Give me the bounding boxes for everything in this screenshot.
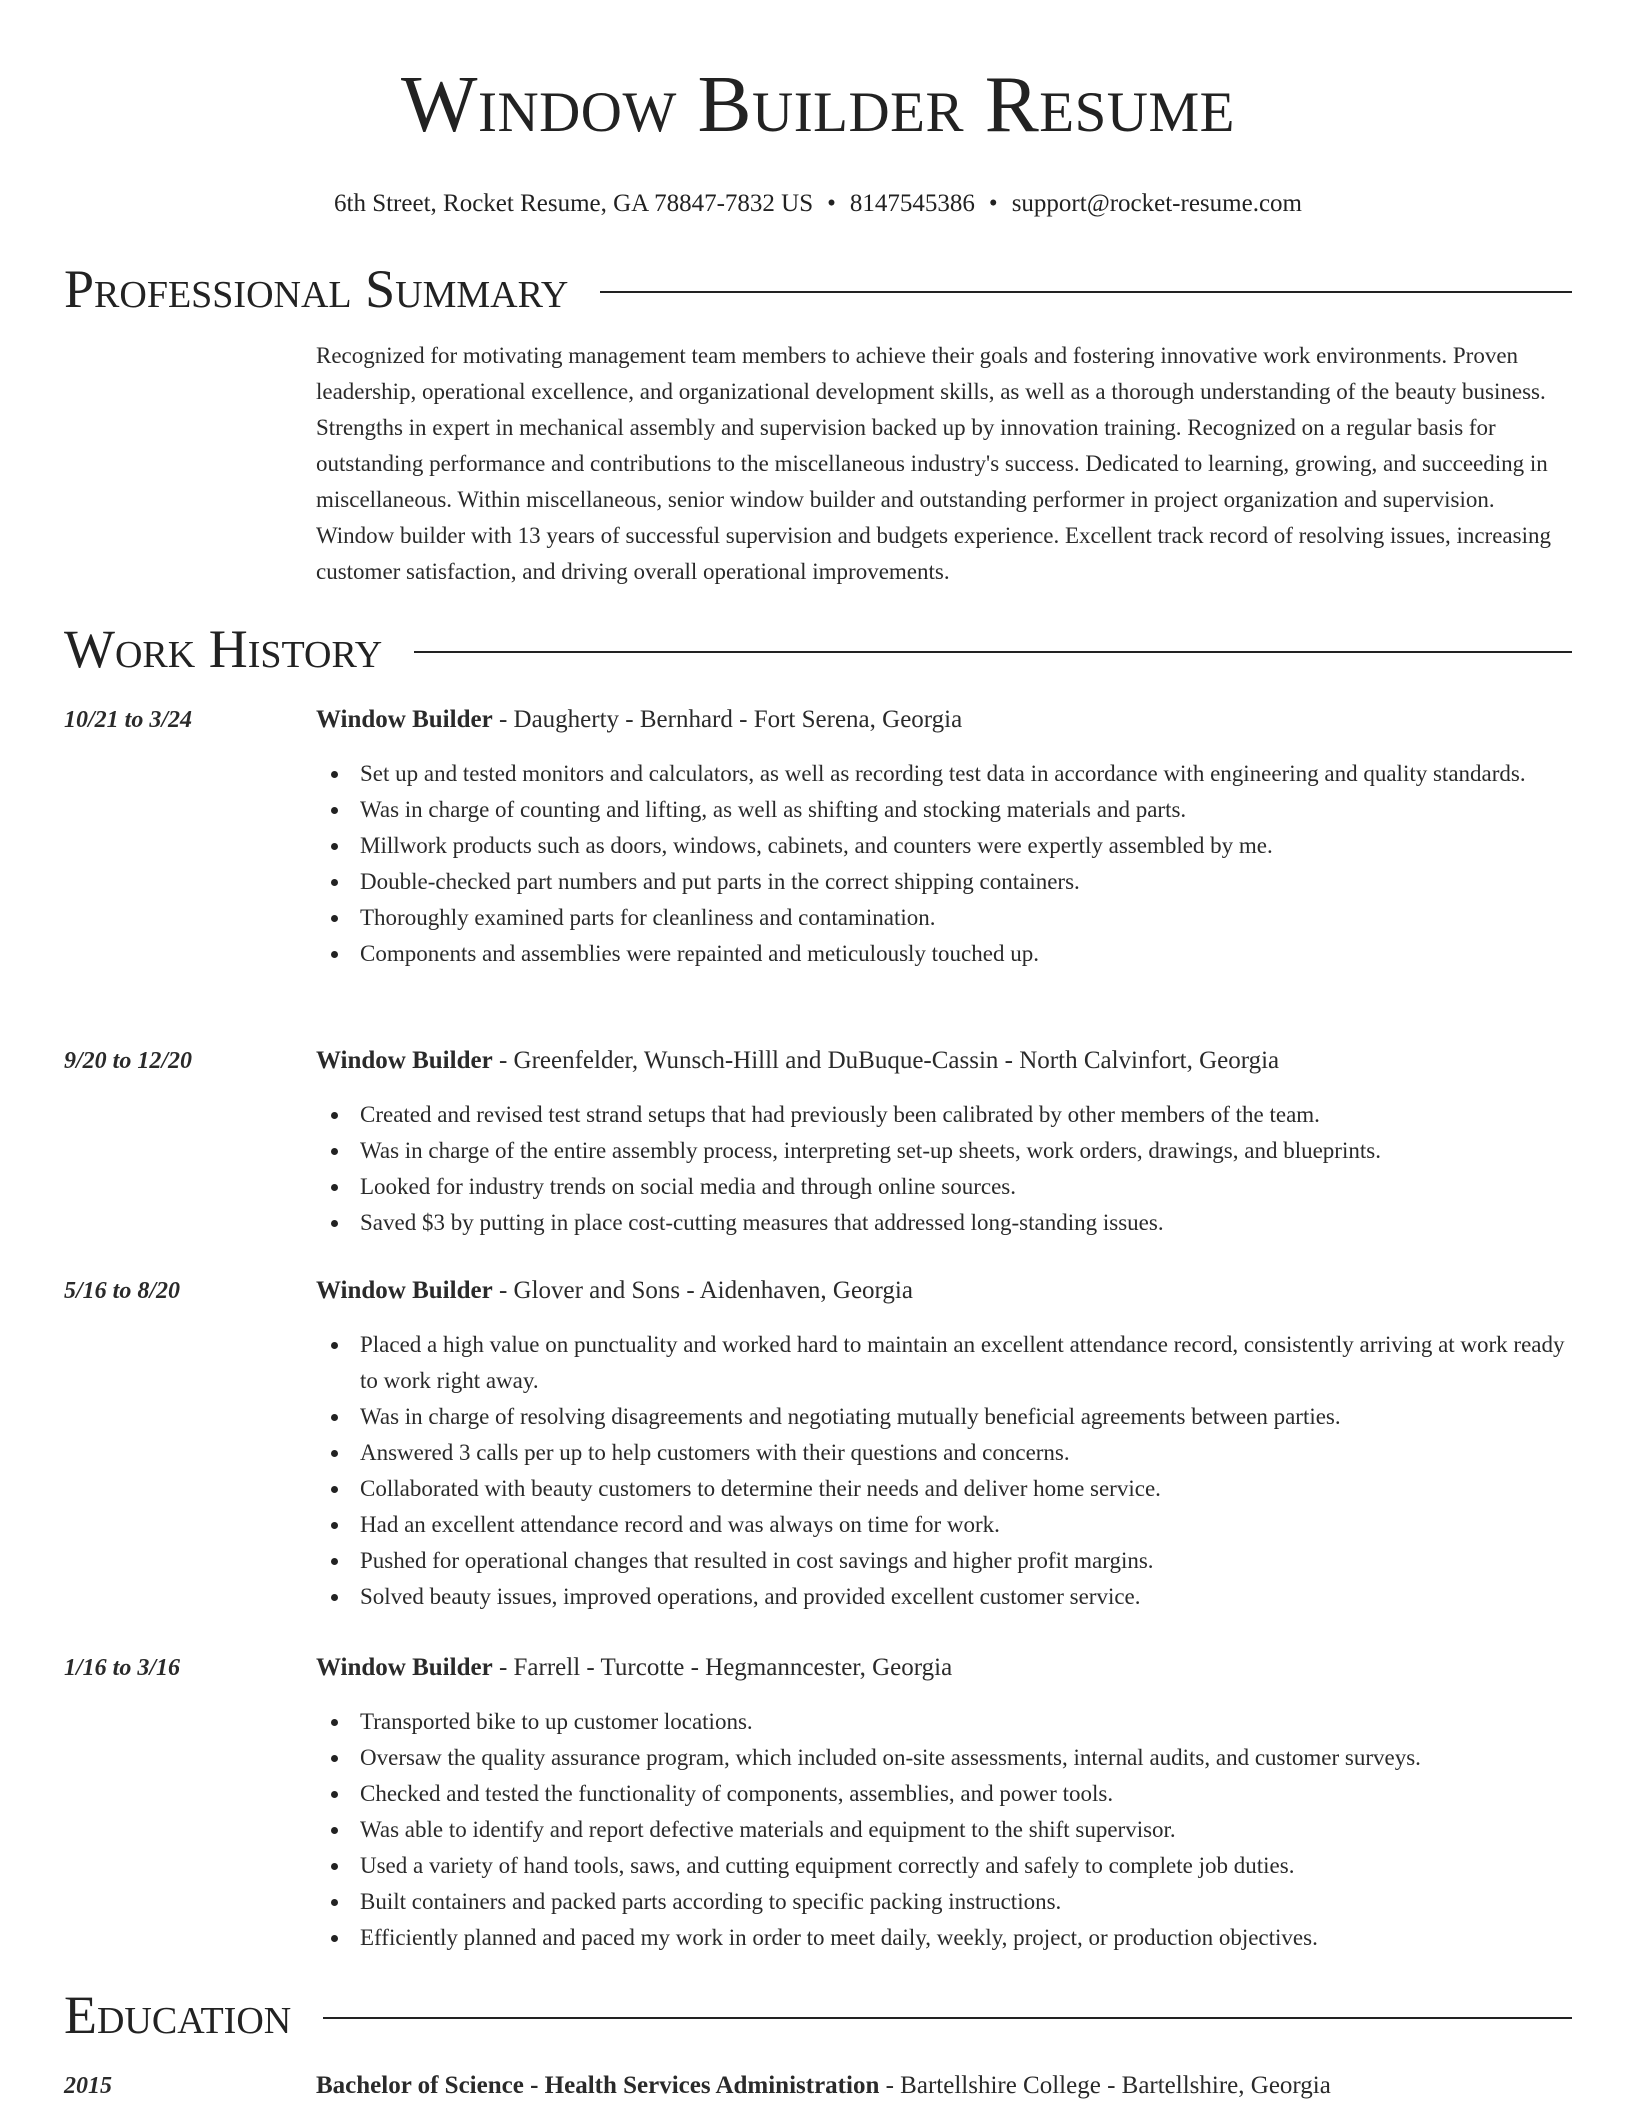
- job-bullet: Created and revised test strand setups that had previously been calibrated by other members of the team.: [360, 1097, 1572, 1133]
- education-school-location: - Bartellshire College - Bartellshire, Georgia: [879, 2072, 1331, 2099]
- job-bullets: [316, 1327, 1572, 1615]
- contact-phone[interactable]: 8147545386: [849, 190, 975, 217]
- job-bullet: Looked for industry trends on social media and through online sources.: [360, 1169, 1572, 1205]
- job-bullet: Solved beauty issues, improved operations, and provided excellent customer service.: [360, 1579, 1572, 1615]
- job-bullet: Checked and tested the functionality of components, assemblies, and power tools.: [360, 1776, 1572, 1812]
- education-year: 2015: [64, 2073, 112, 2099]
- job-entry: [64, 1275, 1572, 1615]
- job-heading: [316, 1045, 1572, 1077]
- summary-text: Recognized for motivating management team members to achieve their goals and fostering innovative work environments. Proven leadership, operational excellence, and organizational development skills, as well as a thorough understanding of the beauty business. Strengths in expert in mechanical assembly and supervision backed up by innovation training. Recognized on a regular basis for outstanding performance and contributions to the miscellaneous industry's success. Dedicated to learning, growing, and succeeding in miscellaneous. Within miscellaneous, senior window builder and outstanding performer in project organization and supervision. Window builder with 13 years of successful supervision and budgets experience. Excellent track record of resolving issues, increasing customer satisfaction, and driving overall operational improvements.: [316, 343, 1551, 584]
- work-section-header: [64, 619, 1572, 679]
- job-bullets: [316, 1097, 1572, 1241]
- job-bullet: Was able to identify and report defective materials and equipment to the shift supervisor.: [360, 1812, 1572, 1848]
- job-title: Window Builder: [316, 1277, 493, 1304]
- job-title: Window Builder: [316, 1047, 493, 1074]
- summary-section-header: [64, 259, 1572, 319]
- job-dates: 1/16 to 3/16: [64, 1655, 181, 1681]
- job-bullet: Set up and tested monitors and calculators, as well as recording test data in accordance with engineering and quality standards.: [360, 756, 1572, 792]
- job-bullet: Transported bike to up customer locations.: [360, 1704, 1572, 1740]
- contact-email[interactable]: support@rocket-resume.com: [1011, 190, 1302, 217]
- contact-separator: •: [988, 190, 998, 217]
- job-employer-location: - Daugherty - Bernhard - Fort Serena, Georgia: [492, 706, 963, 733]
- job-dates: 10/21 to 3/24: [64, 707, 193, 733]
- contact-address: 6th Street, Rocket Resume, GA 78847-7832 US: [334, 190, 814, 217]
- job-bullet: Was in charge of counting and lifting, as well as shifting and stocking materials and parts.: [360, 792, 1572, 828]
- job-employer-location: - Glover and Sons - Aidenhaven, Georgia: [492, 1277, 913, 1304]
- job-employer-location: - Farrell - Turcotte - Hegmanncester, Georgia: [492, 1654, 953, 1681]
- job-bullet: Used a variety of hand tools, saws, and cutting equipment correctly and safely to complete job duties.: [360, 1848, 1572, 1884]
- job-bullet: Saved $3 by putting in place cost-cutting measures that addressed long-standing issues.: [360, 1205, 1572, 1241]
- job-dates: 5/16 to 8/20: [64, 1278, 181, 1304]
- job-heading: [316, 1652, 1572, 1684]
- job-heading: [316, 704, 1572, 736]
- section-title-summary: Professional Summary: [64, 259, 569, 319]
- job-bullet: Components and assemblies were repainted and meticulously touched up.: [360, 936, 1572, 972]
- job-dates: 9/20 to 12/20: [64, 1048, 193, 1074]
- section-divider: [323, 2017, 1572, 2019]
- section-title-work-history: Work History: [64, 619, 383, 679]
- section-title-education: Education: [64, 1985, 292, 2045]
- job-entry: [64, 1652, 1572, 1956]
- job-bullets: [316, 756, 1572, 972]
- resume-title: Window Builder Resume: [401, 59, 1235, 149]
- resume-page: [64, 0, 1572, 2099]
- job-bullet: Double-checked part numbers and put parts in the correct shipping containers.: [360, 864, 1572, 900]
- job-bullet: Answered 3 calls per up to help customers with their questions and concerns.: [360, 1435, 1572, 1471]
- job-bullet: Placed a high value on punctuality and worked hard to maintain an excellent attendance record, consistently arriving at work ready to work right away.: [360, 1327, 1572, 1399]
- job-bullets: [316, 1704, 1572, 1956]
- job-bullet: Had an excellent attendance record and was always on time for work.: [360, 1507, 1572, 1543]
- job-bullet: Pushed for operational changes that resulted in cost savings and higher profit margins.: [360, 1543, 1572, 1579]
- section-divider: [414, 651, 1572, 653]
- job-bullet: Thoroughly examined parts for cleanliness and contamination.: [360, 900, 1572, 936]
- job-bullet: Millwork products such as doors, windows, cabinets, and counters were expertly assembled by me.: [360, 828, 1572, 864]
- education-section-header: [64, 1985, 1572, 2045]
- job-employer-location: - Greenfelder, Wunsch-Hilll and DuBuque-Cassin - North Calvinfort, Georgia: [492, 1047, 1280, 1074]
- contact-separator: •: [827, 190, 836, 217]
- job-title: Window Builder: [316, 1654, 493, 1681]
- education-entry: [64, 2070, 1572, 2102]
- job-bullet: Built containers and packed parts according to specific packing instructions.: [360, 1884, 1572, 1920]
- job-entry: [64, 704, 1572, 972]
- job-bullet: Oversaw the quality assurance program, which included on-site assessments, internal audits, and customer surveys.: [360, 1740, 1572, 1776]
- education-heading: [316, 2070, 1572, 2102]
- section-divider: [600, 291, 1572, 293]
- job-bullet: Collaborated with beauty customers to determine their needs and deliver home service.: [360, 1471, 1572, 1507]
- job-title: Window Builder: [316, 706, 493, 733]
- education-degree: Bachelor of Science - Health Services Administration: [316, 2072, 880, 2099]
- contact-line: [64, 190, 1572, 218]
- job-heading: [316, 1275, 1572, 1307]
- job-bullet: Was in charge of resolving disagreements and negotiating mutually beneficial agreements between parties.: [360, 1399, 1572, 1435]
- job-entry: [64, 1045, 1572, 1241]
- job-bullet: Efficiently planned and paced my work in order to meet daily, weekly, project, or production objectives.: [360, 1920, 1572, 1956]
- job-bullet: Was in charge of the entire assembly process, interpreting set-up sheets, work orders, drawings, and blueprints.: [360, 1133, 1572, 1169]
